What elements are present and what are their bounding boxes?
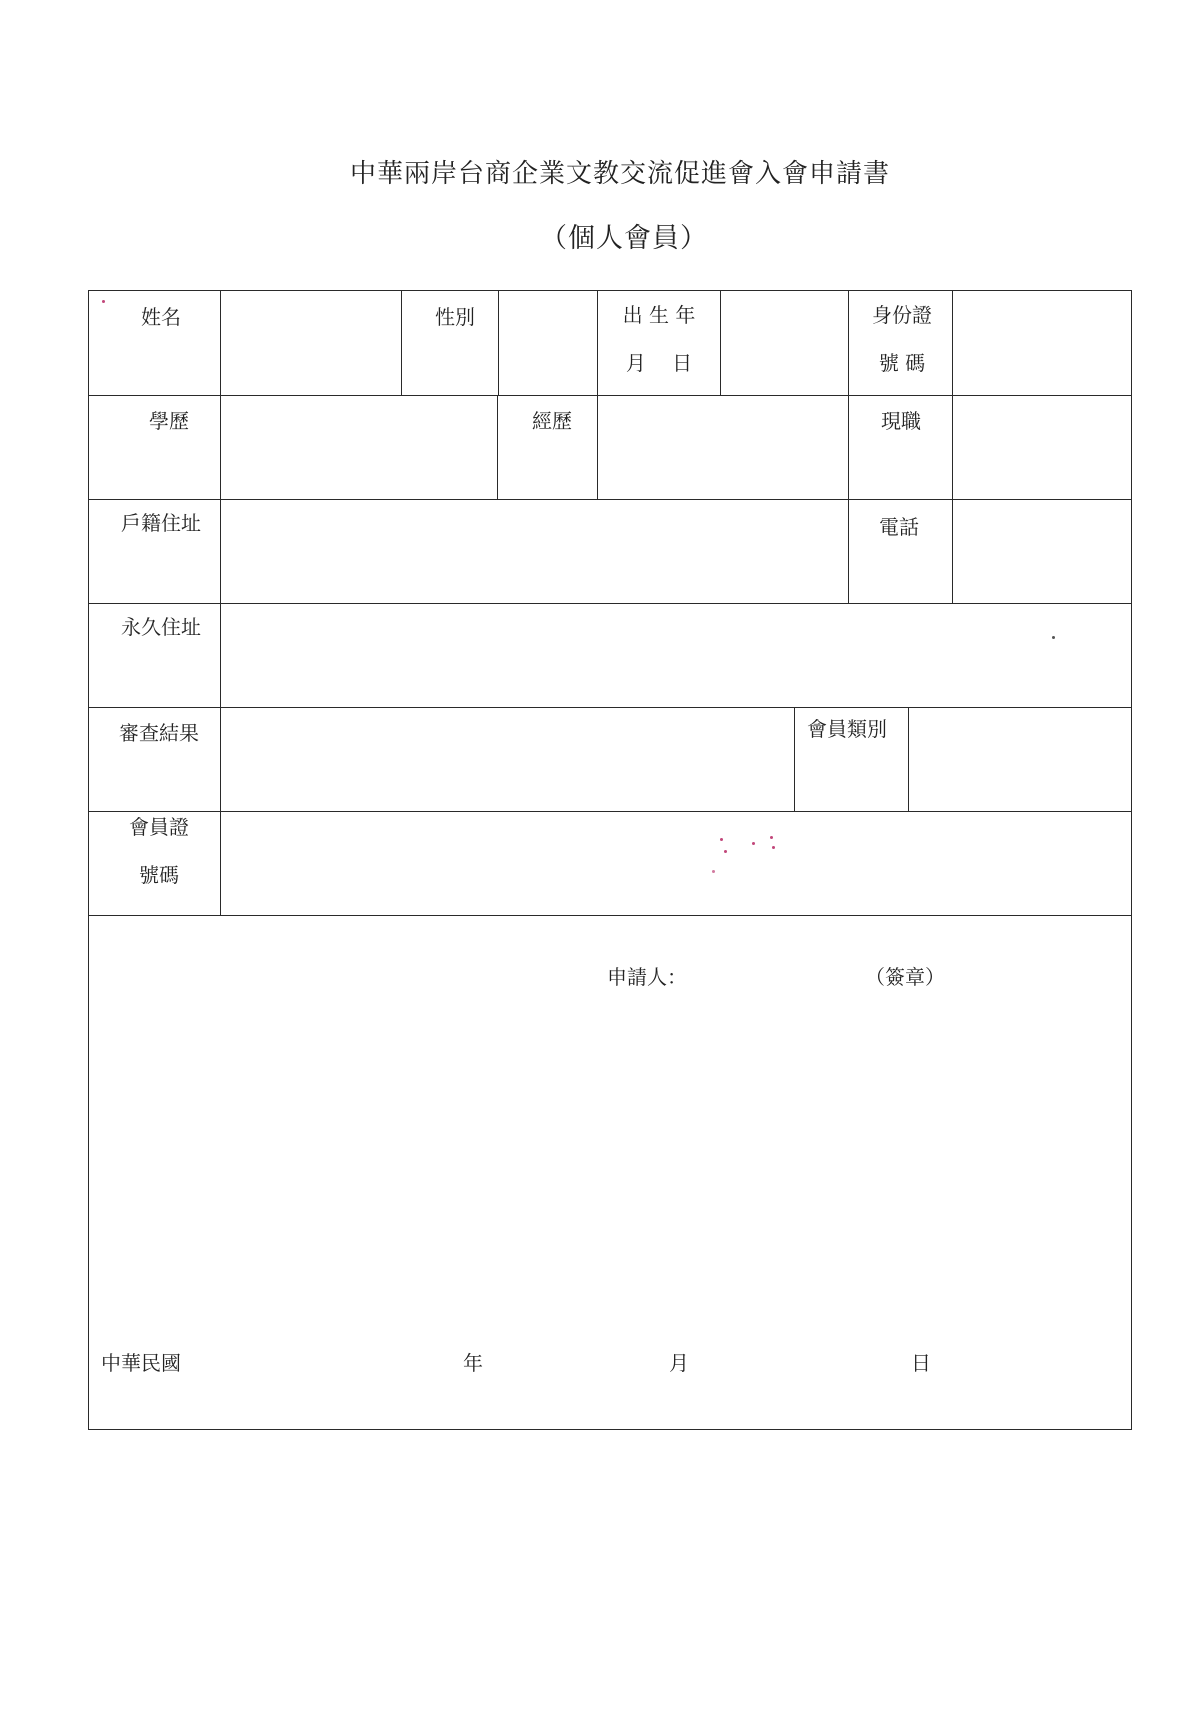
date-month-label: 月 xyxy=(669,1351,689,1375)
birth-date-label-line2: 月 日 xyxy=(625,351,693,375)
id-number-label xyxy=(857,291,947,387)
date-era-label: 中華民國 xyxy=(101,1351,181,1375)
cell-divider xyxy=(498,291,499,395)
row-divider xyxy=(89,707,1131,708)
speck xyxy=(752,842,755,845)
date-day-label: 日 xyxy=(911,1351,931,1375)
application-form-table xyxy=(88,290,1132,1430)
cell-divider xyxy=(952,291,953,395)
cell-divider xyxy=(848,395,849,499)
speck xyxy=(770,836,773,839)
speck xyxy=(772,846,775,849)
row-divider xyxy=(89,499,1131,500)
id-number-label-line2: 號 碼 xyxy=(878,351,926,375)
applicant-label: 申請人： xyxy=(607,965,687,989)
review-result-label: 審查結果 xyxy=(119,721,199,745)
speck xyxy=(102,300,105,303)
member-card-number-label-line1: 會員證 xyxy=(129,815,189,839)
speck xyxy=(712,870,715,873)
date-year-label: 年 xyxy=(463,1351,483,1375)
cell-divider xyxy=(720,291,721,395)
id-number-label-line1: 身份證 xyxy=(872,303,932,327)
cell-divider xyxy=(497,395,498,499)
permanent-address-label: 永久住址 xyxy=(121,615,201,639)
cell-divider xyxy=(597,291,598,395)
cell-divider xyxy=(952,499,953,603)
birth-date-label xyxy=(607,291,711,387)
label-column-divider xyxy=(220,291,221,915)
birth-date-label-line1: 出 生 年 xyxy=(622,303,696,327)
household-address-label: 戶籍住址 xyxy=(121,511,201,535)
cell-divider xyxy=(952,395,953,499)
cell-divider xyxy=(597,395,598,499)
member-card-number-label xyxy=(109,803,209,899)
form-subtitle: （個人會員） xyxy=(540,223,708,254)
cell-divider xyxy=(401,291,402,395)
cell-divider xyxy=(848,499,849,603)
speck xyxy=(724,850,727,853)
cell-divider xyxy=(908,707,909,811)
row-divider xyxy=(89,395,1131,396)
experience-label: 經歷 xyxy=(532,409,572,433)
name-label: 姓名 xyxy=(141,305,181,329)
seal-label: （簽章） xyxy=(865,965,945,989)
current-job-label: 現職 xyxy=(881,409,921,433)
education-label: 學歷 xyxy=(149,409,189,433)
phone-label: 電話 xyxy=(879,515,919,539)
cell-divider xyxy=(794,707,795,811)
speck xyxy=(720,838,723,841)
row-divider xyxy=(89,603,1131,604)
speck xyxy=(1052,636,1055,639)
row-divider xyxy=(89,915,1131,916)
form-title: 中華兩岸台商企業文教交流促進會入會申請書 xyxy=(349,159,890,189)
gender-label: 性別 xyxy=(435,305,475,329)
cell-divider xyxy=(848,291,849,395)
member-card-number-label-line2: 號碼 xyxy=(139,863,179,887)
member-type-label: 會員類別 xyxy=(807,717,887,741)
row-divider xyxy=(89,811,1131,812)
